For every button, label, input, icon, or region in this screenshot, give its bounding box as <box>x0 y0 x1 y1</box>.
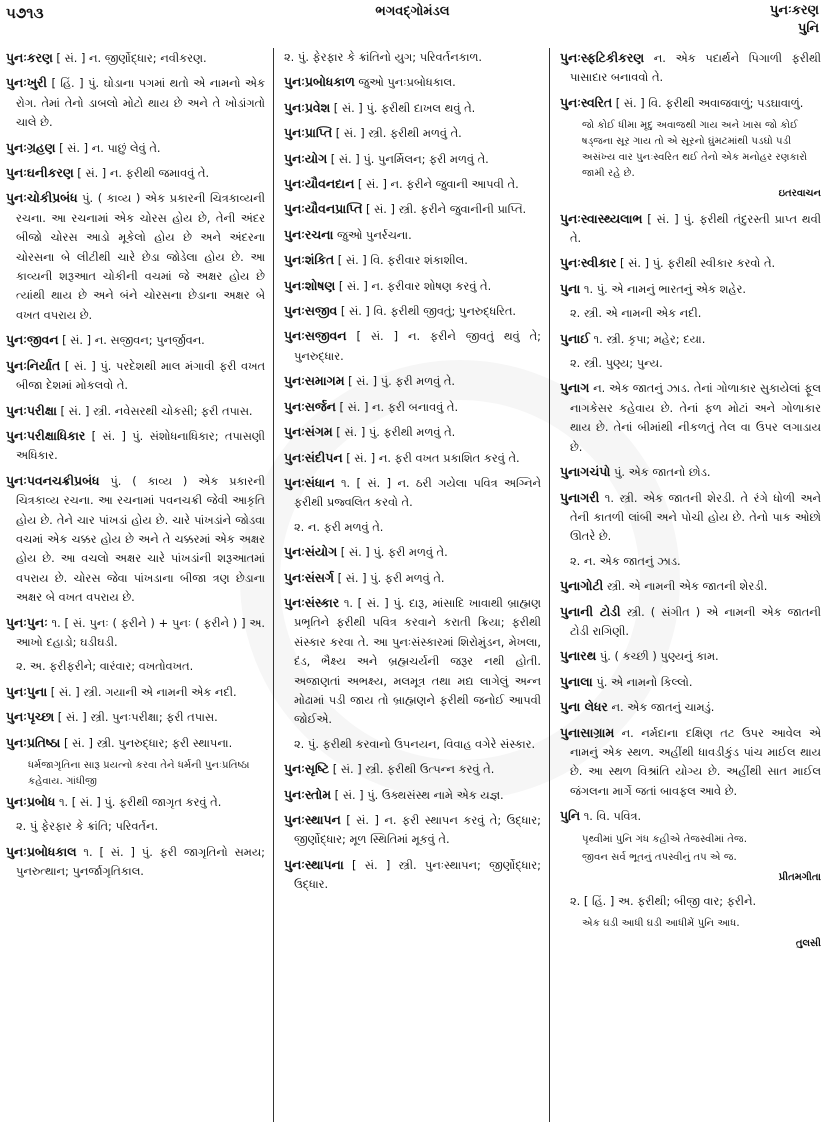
headword: પુનાની ટોડી <box>560 603 621 619</box>
dictionary-entry <box>284 593 541 730</box>
headword: પુનઃસ્વરિત <box>560 94 613 110</box>
dictionary-entry <box>560 48 821 88</box>
headword: પુનઃસંગમ <box>284 424 333 440</box>
definition: સ્ત્રી. એ નામની એક જાતની શેરડી. <box>603 579 768 594</box>
sub-sense: ૨. પું ફેરફાર કે ક્રાંતિ; પરિવર્તન. <box>16 819 159 834</box>
sub-sense: ૨. ન. ફરી મળવું તે. <box>294 519 384 534</box>
citation-source: પ્રીતમગીતા <box>778 871 821 883</box>
headword: પુનઃરચના <box>284 226 334 242</box>
headword: પુનઃપવનચક્રીપ્રબંધ <box>6 472 100 488</box>
definition: [ સં. ] સ્ત્રી. ફરીને જુવાનીની પ્રાપ્તિ. <box>362 202 527 217</box>
dictionary-entry <box>560 723 821 802</box>
dictionary-entry <box>560 697 821 717</box>
definition: [ સં. ] ન. ફરીને જુવાની આપવી તે. <box>354 177 519 192</box>
dictionary-title: ભગવદ્ગોમંડલ <box>375 4 450 19</box>
headword: પુનઃસ્ફટિકીકરણ <box>560 50 645 65</box>
dictionary-entry <box>284 855 541 895</box>
dictionary-entry <box>284 301 541 321</box>
headword: પુનઃપરીક્ષાધિકાર <box>6 427 86 443</box>
sub-sense: ૨. સ્ત્રી. એ નામની એક નદી. <box>570 306 702 321</box>
definition: [ સં. ] પું. પુનર્મિલન; ફરી મળવું તે. <box>327 151 489 166</box>
definition: [ સં. ] ન. ફરી સ્થાપન કરવું તે; ઉદ્ધાર; જીર્ણોદ્ધાર; મૂળ સ્થિતિમાં મૂકવું તે. <box>294 813 541 847</box>
definition: પું. એ નામનો કિલ્લો. <box>592 674 693 689</box>
definition: [ હિં. ] પું. ઘોડાના પગમાં થતો એ નામનો એક રોગ. તેમાં તેનો ડાબલો મોટો થાય છે અને તે ખોડાંગતો ચાલે છે. <box>16 76 265 130</box>
headword: પુનઃસ્તોમ <box>284 786 332 802</box>
dictionary-entry <box>6 842 265 882</box>
dictionary-entry <box>6 138 265 158</box>
dictionary-entry <box>284 473 541 513</box>
definition: [ સં. ] સ્ત્રી. પુનરુદ્ધાર; ફરી સ્થાપના. <box>60 735 233 750</box>
dictionary-entry <box>560 646 821 666</box>
definition: [ સં. ] સ્ત્રી. ગયાની એ નામની એક નદી. <box>47 684 237 699</box>
definition: [ સં. ] ન. ફરીને જીવતું થવું તે; પુનરુદ્ધાર. <box>294 329 541 363</box>
guide-word-first: પુનઃકરણ <box>769 3 819 18</box>
definition: જુઓ પુનઃપ્રબોધકાલ. <box>354 75 456 90</box>
headword: પુનઃનિર્યાત <box>6 357 61 373</box>
definition: [ સં. ] પું. ફરીથી મળવું તે. <box>332 425 456 440</box>
headword: પુનઃપ્રાપ્તિ <box>284 125 333 141</box>
definition: [ સં. ] સ્ત્રી. નવેસરથી ચોકસી; ફરી તપાસ. <box>56 403 253 418</box>
headword: પુનાસાગ્રામ <box>560 724 615 740</box>
headword: પુનઃપૃચ્છા <box>6 709 55 725</box>
definition: [ સં. ] પું. ફરીથી સ્વીકાર કરવો તે. <box>616 256 776 271</box>
dictionary-entry <box>284 568 541 588</box>
definition: ન. એક પદાર્થને પિગાળી ફરીથી પાસાદાર બનાવવો તે. <box>570 51 821 85</box>
dictionary-entry <box>284 759 541 779</box>
headword: પુનઃસંદીપન <box>284 449 343 465</box>
definition: [ સં. ] પું. ફરી મળવું તે. <box>337 545 448 560</box>
dictionary-entry <box>6 73 265 132</box>
sub-sense: ૨. અ. ફરીફરીને; વારંવાર; વખતોવખત. <box>16 659 194 674</box>
dictionary-entry <box>284 225 541 245</box>
headword: પુનઃસ્થાપના <box>284 856 344 872</box>
dictionary-entry <box>6 682 265 702</box>
definition: ન. નર્મદાના દક્ષિણ તટ ઉપર આવેલ એ નામનું એક સ્થળ. અહીંથી ધાવડીકુંડ પાંચ માઈલ થાય છે. આ સ્થળ વિશ્રાંતિ યોગ્ય છે. અહીંથી સાત માઈલ જંગલના માર્ગે જતાં બાવફલ આવે છે. <box>570 725 821 798</box>
headword: પુનાલા <box>560 673 593 689</box>
definition: ૧. સ્ત્રી. કૃપા; મહેર; દયા. <box>589 331 706 346</box>
definition: ૧. [ સં. ] પું. ફરી જાગૃતિનો સમય; પુનરુત્થાન; પુનર્જાગૃતિકાલ. <box>16 844 265 879</box>
definition: [ સં. ] ન. ફરી બનાવવું તે. <box>335 399 459 414</box>
headword: પુનઃસ્વાસ્થ્યલાભ <box>560 210 643 226</box>
definition: [ સં. ] સ્ત્રી. ફરીથી મળવું તે. <box>332 126 462 141</box>
definition: [ સં. ] સ્ત્રી. ફરીથી ઉત્પન્ન કરવું તે. <box>329 762 495 777</box>
column-2 <box>274 48 550 1122</box>
headword: પુનઃકરણ <box>6 50 53 65</box>
definition: [ સં. ] સ્ત્રી. પુનઃપરીક્ષા; ફરી તપાસ. <box>54 710 218 725</box>
dictionary-entry <box>284 72 541 92</box>
headword: પુનઃયૌવનપ્રાપ્તિ <box>284 201 363 217</box>
dictionary-columns <box>0 48 825 1122</box>
dictionary-entry <box>560 806 821 826</box>
headword: પુનઃશંકિત <box>284 252 335 268</box>
definition: [ સં. ] વિ. ફરીથી જીવતું; પુનરુદ્ધરિત. <box>337 304 516 319</box>
citation-quote: જો કોઈ ધીમા મૃદુ અવાજથી ગાય અને ખાસ જો કોઈ ષડ્જના સૂર ગાય તો એ સૂરનો ઘુંમટમાંથી પડઘો પડી અસંખ્ય વાર પુનઃસ્વરિત થઈ તેનો એક મનોહર રણકારો જામી રહે છે. <box>582 120 808 180</box>
definition: [ સં. ] ન. સજીવન; પુનર્જીવન. <box>58 333 205 348</box>
definition: [ સં. ] સ્ત્રી. પુનઃસ્થાપન; જીર્ણોદ્ધાર; ઉદ્ધાર. <box>294 857 541 892</box>
sub-sense: ૨. પું. ફરીથી કરવાનો ઉપનયન, વિવાહ વગેરે સંસ્કાર. <box>294 736 536 751</box>
dictionary-entry <box>6 792 265 812</box>
dictionary-entry <box>560 672 821 692</box>
citation-quote: પૃથ્વીમાં પુનિ ગંધ કહીએ તેજસ્વીમાં તેજ. <box>582 833 747 845</box>
headword: પુનાઈ <box>560 330 590 346</box>
dictionary-entry <box>284 174 541 194</box>
headword: પુનારથ <box>560 648 597 664</box>
headword: પુનઃપ્રબોધકાળ <box>284 74 355 90</box>
definition: ૧. વિ. પવિત્ર. <box>580 809 642 824</box>
citation-quote: ધર્મજાગૃતિના સારૂ પ્રયત્નો કરવા તેને ધર્મની પુનઃપ્રતિષ્ઠા કહેવાય. ગાંધીજી <box>28 760 250 787</box>
guide-words <box>770 2 819 38</box>
definition: ન. એક જાતનું ચામડું. <box>607 700 715 715</box>
dictionary-entry <box>284 326 541 366</box>
definition: [ સં. ] વિ. ફરીથી અવાજવાળું; પડઘાવાળું. <box>612 95 804 110</box>
definition: ૧. પું. એ નામનું ભારતનું એક શહેર. <box>580 281 746 296</box>
headword: પુનઃજીવન <box>6 332 59 348</box>
headword: પુનઃશોષણ <box>284 277 336 293</box>
definition: ૨. પું. ફેરફાર કે ક્રાંતિનો યુગ; પરિવર્તનકાળ. <box>284 50 483 64</box>
definition: સ્ત્રી. ( સંગીત ) એ નામની એક જાતની ટોડી રાગિણી. <box>570 604 821 638</box>
definition: [ સં. ] ન. ફરીથી જમાવવું તે. <box>73 166 210 181</box>
dictionary-entry <box>284 397 541 417</box>
sub-sense: ૨. [ હિં. ] અ. ફરીથી; બીજી વાર; ફરીને. <box>570 894 757 908</box>
headword: પુનિ <box>560 808 581 824</box>
definition: પું. ( કાવ્ય ) એક પ્રકારની ચિત્રકાવ્યની રચના. આ રચનામાં એક ચોરસ હોય છે, તેની અંદર બીજો ચોરસ આડો મૂકેલો હોય છે અને અંદરના ચોરસના બે લીટીથી ચારે છેડા જોડેલા હોય છે. આ કાવ્યની શરૂઆત ચોકીની વચમાં જે અક્ષર હોય છે ત્યાંથી થાય છે અને બંને ચોરસના છેડાના અક્ષર બે વખત વપરાય છે. <box>16 191 265 322</box>
headword: પુનઃપ્રતિષ્ઠા <box>6 734 61 750</box>
headword: પુનઃસંસર્ગ <box>284 569 334 585</box>
dictionary-entry <box>6 188 265 325</box>
dictionary-entry <box>6 163 265 183</box>
definition: જુઓ પુનર્રચના. <box>333 227 412 242</box>
headword: પુનાગ <box>560 380 590 396</box>
dictionary-entry <box>560 93 821 113</box>
dictionary-entry <box>6 426 265 466</box>
dictionary-entry <box>560 488 821 547</box>
citation-source: તુલસી <box>795 938 821 950</box>
headword: પુનઃસંસ્કાર <box>284 594 340 610</box>
dictionary-entry <box>6 48 265 68</box>
definition: પું. ( કાવ્ય ) એક પ્રકારની ચિત્રકાવ્ય રચના. આ રચનામાં પવનચક્રી જેવી આકૃતિ હોય છે. તેને ચાર પાંખડાં હોય છે. ચારે પાંખડાંને જોડવા વચમાં એક ચક્કર હોય છે અને તે ચક્કરમાં એક અક્ષર હોય છે. આ વચલો અક્ષર ચારે પાંખડાંની શરૂઆતમાં વપરાય છે. ચોરસ જેવા પાંખડાના બીજા ત્રણ છેડાના અક્ષર બે વખત વપરાય છે. <box>16 473 265 605</box>
dictionary-entry <box>284 123 541 143</box>
headword: પુનઃસ્થાપન <box>284 812 341 827</box>
dictionary-entry <box>284 371 541 391</box>
headword: પુનાગચંપો <box>560 464 611 480</box>
page-number: ૫૭૧૩ <box>6 4 44 22</box>
definition: ૧. [ સં. ] પું. ફરીથી જાગૃત કરવું તે. <box>55 795 222 809</box>
definition: [ સં. ] પું. ફરીથી તંદુરસ્તી પ્રાપ્ત થવી તે. <box>570 211 821 246</box>
dictionary-entry <box>560 279 821 299</box>
headword: પુનઃઘનીકરણ <box>6 165 74 181</box>
headword: પુનઃયૌવનદાન <box>284 176 355 192</box>
dictionary-entry <box>284 149 541 169</box>
dictionary-entry <box>560 209 821 249</box>
citation-quote: એક ઘડી આધી ઘડી આધીમેં પુનિ આધ. <box>582 918 740 930</box>
dictionary-entry <box>284 785 541 805</box>
dictionary-entry <box>284 250 541 270</box>
headword: પુનઃગ્રહણ <box>6 139 56 155</box>
definition: ૧. [ સં. ] પું. દારૂ, માંસાદિ ખાવાથી બ્રાહ્મણ પ્રભૃતિને ફરીથી પવિત્ર કરવાને કરાતી ક્રિયા; ફરીથી સંસ્કાર કરવા તે. આ પુનઃસંસ્કારમાં શિરોમુંડન, મેખલા, દંડ, ભૈક્ષ્ય અને બ્રહ્મચર્યની જરૂર નથી હોતી. અજાણતાં અભક્ષ્ય, મલમૂત્ર તથા મદ્ય લાગેલું અન્ન મોઢામાં પડી જાય તો બ્રાહ્મણને ફરીથી જનોઈ આપવી જોઈએ. <box>294 595 541 727</box>
definition: [ સં. ] પું. ઉક્થસંસ્થ નામે એક યજ્ઞ. <box>331 787 504 802</box>
dictionary-entry <box>6 613 265 653</box>
headword: પુનઃસંધાન <box>284 474 335 490</box>
definition: ૧. સ્ત્રી. એક જાતની શેરડી. તે રંગે ધોળી અને તેની કાતળી લાંબી અને પોચી હોય છે. તેનો પાક ઓછો ઊતરે છે. <box>570 490 821 544</box>
column-3 <box>550 48 825 1122</box>
dictionary-entry <box>6 733 265 753</box>
definition: [ સં. ] ન. ફરી વખત પ્રકાશિત કરવું તે. <box>342 450 520 465</box>
headword: પુનઃસજીવ <box>284 303 338 319</box>
definition: [ સં. ] પું. સંશોધનાધિકાર; તપાસણી અધિકાર. <box>16 428 265 463</box>
headword: પુનાગરી <box>560 489 600 505</box>
sub-sense: ૨. સ્ત્રી. પુણ્ય; પુન્ય. <box>570 356 663 371</box>
dictionary-entry <box>560 602 821 642</box>
headword: પુનઃપ્રબોધ <box>6 794 56 809</box>
headword: પુનઃપુનઃ <box>6 614 48 630</box>
citation-quote: જીવન સર્વ ભૂતનું તપસ્વીનું તપ એ જ. <box>582 851 737 863</box>
definition: [ સં. ] પું. ફરી મળવું તે. <box>344 374 456 389</box>
headword: પુનઃસ્વીકાર <box>560 255 617 271</box>
headword: પુનઃચોકીપ્રબંધ <box>6 190 78 206</box>
page-header <box>0 0 825 44</box>
definition: ન. એક જાતનું ઝાડ. તેનાં ગોળાકાર સુકાયેલાં ફૂલ નાગકેસર કહેવાય છે. તેનાં ફળ મોટાં અને ગોળાકાર થાય છે. તેનાં બીમાંથી નીકળતું તેલ વા ઉપર લગાડાય છે. <box>570 381 821 454</box>
headword: પુનઃસંયોગ <box>284 544 338 560</box>
dictionary-entry <box>284 276 541 296</box>
dictionary-entry <box>6 356 265 396</box>
dictionary-entry <box>6 330 265 350</box>
headword: પુનઃસૃષ્ટિ <box>284 761 330 777</box>
definition: [ સં. ] ન. જીર્ણોદ્ધાર; નવીકરણ. <box>52 51 207 65</box>
dictionary-entry <box>560 253 821 273</box>
headword: પુનઃપ્રબોધકાલ <box>6 843 77 859</box>
dictionary-entry <box>6 707 265 727</box>
definition: પું. એક જાતનો છોડ. <box>610 465 711 480</box>
sub-sense: ૨. ન. એક જાતનું ઝાડ. <box>570 553 681 568</box>
headword: પુનઃપરીક્ષા <box>6 402 57 418</box>
dictionary-entry <box>560 462 821 482</box>
headword: પુના <box>560 280 581 296</box>
headword: પુનઃયોગ <box>284 150 328 166</box>
headword: પુનઃસજીવન <box>284 328 347 344</box>
definition: [ સં. ] પું. ફરી મળવું તે. <box>333 570 445 585</box>
definition: [ સં. ] પું. ફરીથી દાખલ થવું તે. <box>330 100 476 115</box>
citation-source: ઇતરવાચન <box>778 188 821 200</box>
headword: પુનઃસમાગમ <box>284 373 345 389</box>
dictionary-entry <box>284 422 541 442</box>
definition: [ સં. ] પું. પરદેશથી માલ મંગાવી ફરી વખત બીજા દેશમાં મોકલવો તે. <box>16 358 265 393</box>
headword: પુનઃપુના <box>6 683 48 699</box>
definition: ૧. [ સં. ] ન. ઠરી ગયેલા પવિત્ર અગ્નિને ફરીથી પ્રજ્વલિત કરવો તે. <box>294 475 541 510</box>
dictionary-entry <box>284 448 541 468</box>
dictionary-entry <box>284 542 541 562</box>
dictionary-entry <box>284 48 541 67</box>
dictionary-entry <box>560 576 821 596</box>
headword: પુનઃસર્જન <box>284 398 336 414</box>
definition: [ સં. ] વિ. ફરીવાર શંકાશીલ. <box>334 253 468 268</box>
definition: [ સં. ] ન. પાછું લેવું તે. <box>55 140 161 155</box>
headword: પુના લેધર <box>560 699 608 715</box>
dictionary-entry <box>560 378 821 457</box>
definition: [ સં. ] ન. ફરીવાર શોષણ કરવું તે. <box>335 278 492 293</box>
guide-word-last: પુનિ <box>797 21 819 36</box>
headword: પુનઃખુરી <box>6 75 47 91</box>
dictionary-entry <box>6 471 265 608</box>
headword: પુનઃપ્રવેશ <box>284 99 331 115</box>
dictionary-entry <box>284 199 541 219</box>
dictionary-entry <box>560 329 821 349</box>
headword: પુનાગોટી <box>560 578 604 594</box>
definition: ૧. [ સં. પુનઃ ( ફરીને ) + પુનઃ ( ફરીને ) ] અ. આખો દહાડો; ઘડીઘડી. <box>16 615 265 649</box>
column-1 <box>0 48 274 1122</box>
definition: પું. ( કચ્છી ) પુણ્યનું કામ. <box>596 649 719 664</box>
dictionary-entry <box>284 98 541 118</box>
dictionary-entry <box>284 810 541 850</box>
dictionary-entry <box>6 401 265 421</box>
